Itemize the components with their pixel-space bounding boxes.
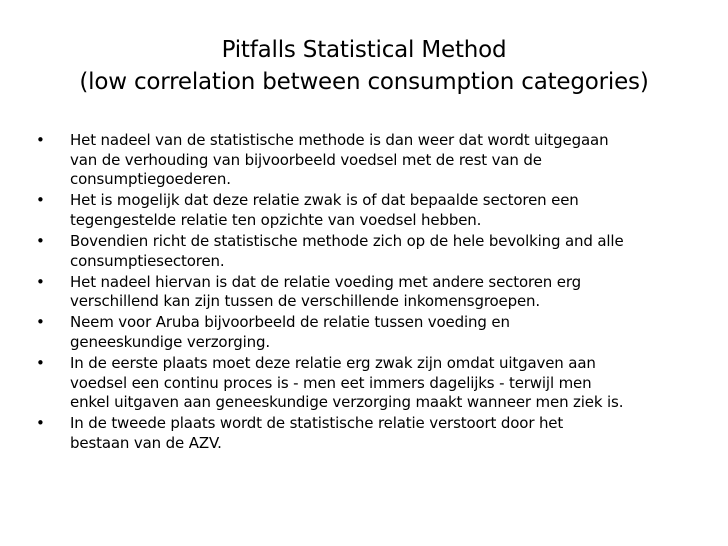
- bullet-line: In de tweede plaats wordt de statistische relatie verstoort door het: [70, 414, 564, 433]
- bullet-dot: •: [36, 231, 45, 250]
- bullet-line: tegengestelde relatie ten opzichte van voedsel hebben.: [70, 210, 482, 229]
- bullet-item: [36, 232, 716, 271]
- bullet-line: van de verhouding van bijvoorbeeld voedsel met de rest van de: [70, 150, 542, 169]
- slide-title-line-1: Pitfalls Statistical Method: [221, 37, 507, 63]
- bullet-list: [36, 131, 716, 455]
- bullet-line: In de eerste plaats moet deze relatie erg zwak zijn omdat uitgaven aan: [70, 354, 596, 373]
- bullet-line: Het nadeel van de statistische methode is dan weer dat wordt uitgegaan: [70, 131, 609, 149]
- bullet-line: Het is mogelijk dat deze relatie zwak is of dat bepaalde sectoren een: [70, 191, 579, 210]
- bullet-item: [36, 131, 716, 190]
- bullet-line: consumptiesectoren.: [70, 251, 225, 270]
- bullet-line: consumptiegoederen.: [70, 170, 231, 189]
- bullet-line: voedsel een continu proces is - men eet immers dagelijks - terwijl men: [70, 373, 592, 392]
- bullet-line: bestaan van de AZV.: [70, 433, 222, 452]
- bullet-dot: •: [36, 131, 45, 149]
- bullet-item: [36, 191, 716, 230]
- bullet-dot: •: [36, 414, 45, 433]
- bullet-line: verschillend kan zijn tussen de verschillende inkomensgroepen.: [70, 292, 541, 311]
- bullet-dot: •: [36, 313, 45, 332]
- bullet-line: Het nadeel hiervan is dat de relatie voeding met andere sectoren erg: [70, 272, 581, 291]
- bullet-dot: •: [36, 272, 45, 291]
- bullet-dot: •: [36, 191, 45, 210]
- bullet-line: Neem voor Aruba bijvoorbeeld de relatie tussen voeding en: [70, 313, 510, 332]
- bullet-item: [36, 414, 716, 453]
- bullet-line: geneeskundige verzorging.: [70, 332, 270, 351]
- bullet-item: [36, 354, 716, 413]
- bullet-item: [36, 313, 716, 352]
- slide-title-line-2: (low correlation between consumption categories): [79, 69, 649, 95]
- bullet-line: enkel uitgaven aan geneeskundige verzorging maakt wanneer men ziek is.: [70, 393, 624, 412]
- bullet-dot: •: [36, 354, 45, 373]
- bullet-line: Bovendien richt de statistische methode zich op de hele bevolking and alle: [70, 231, 624, 250]
- slide-title: [30, 34, 698, 98]
- bullet-item: [36, 273, 716, 312]
